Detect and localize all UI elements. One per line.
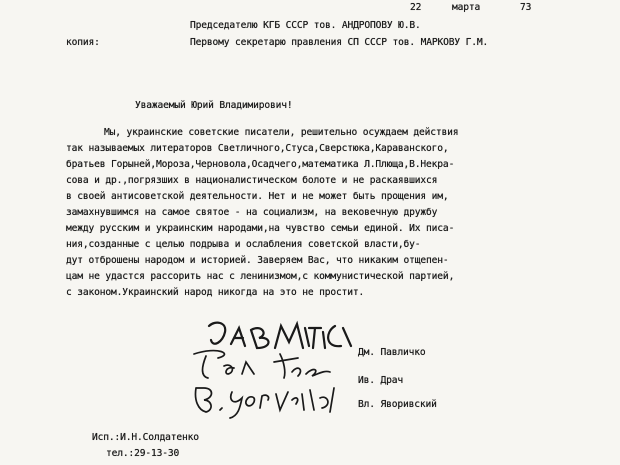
date-year: 73	[520, 2, 532, 13]
body-line: замахнувшимся на самое святое - на социализм, на вековечную дружбу	[66, 207, 438, 218]
body-line: так называемых литераторов Светличного,Стуса,Сверстюка,Караванского,	[66, 143, 449, 154]
signature-yavorivsky	[192, 380, 342, 420]
phone-line: тел.:29-13-30	[106, 448, 180, 459]
addressee-kgb: Председателю КГБ СССР тов. АНДРОПОВУ Ю.В.	[190, 20, 421, 31]
date-day: 22	[410, 2, 422, 13]
addressee-writers-union: Первому секретарю правления СП СССР тов. МАРКОВУ Г.М.	[190, 37, 489, 48]
signatory-name: Дм. Павличко	[358, 347, 426, 358]
body-line: с законом.Украинский народ никогда на это не простит.	[66, 287, 365, 298]
body-line: братьев Горыней,Мороза,Черновола,Осадчего,математика Л.Плюща,В.Некра-	[66, 159, 455, 170]
salutation: Уважаемый Юрий Владимирович!	[135, 100, 293, 111]
date-month: марта	[452, 2, 481, 13]
body-line: между русским и украинским народами,на чувство семьи единой. Их писа-	[66, 223, 455, 234]
signature-drach	[188, 348, 338, 384]
copy-label: копия:	[66, 37, 100, 48]
signatory-name: Ив. Драч	[358, 375, 404, 386]
body-line: ния,созданные с целью подрыва и ослабления советской власти,бу-	[66, 239, 421, 250]
signatory-name: Вл. Яворивский	[358, 399, 437, 410]
executor-line: Исп.:И.Н.Солдатенко	[92, 432, 199, 443]
body-line: дут отброшены народом и историей. Заверяем Вас, что никаким отщепен-	[66, 255, 449, 266]
body-line: сова и др.,погрязших в националистическом болоте и не раскаявшихся	[66, 175, 438, 186]
body-line: цам не удастся рассорить нас с ленинизмом,с коммунистической партией,	[66, 271, 455, 282]
body-line: в своей антисоветской деятельности. Нет и не может быть прощения им,	[66, 191, 449, 202]
body-line: Мы, украинские советские писатели, решительно осуждаем действия	[104, 127, 459, 138]
